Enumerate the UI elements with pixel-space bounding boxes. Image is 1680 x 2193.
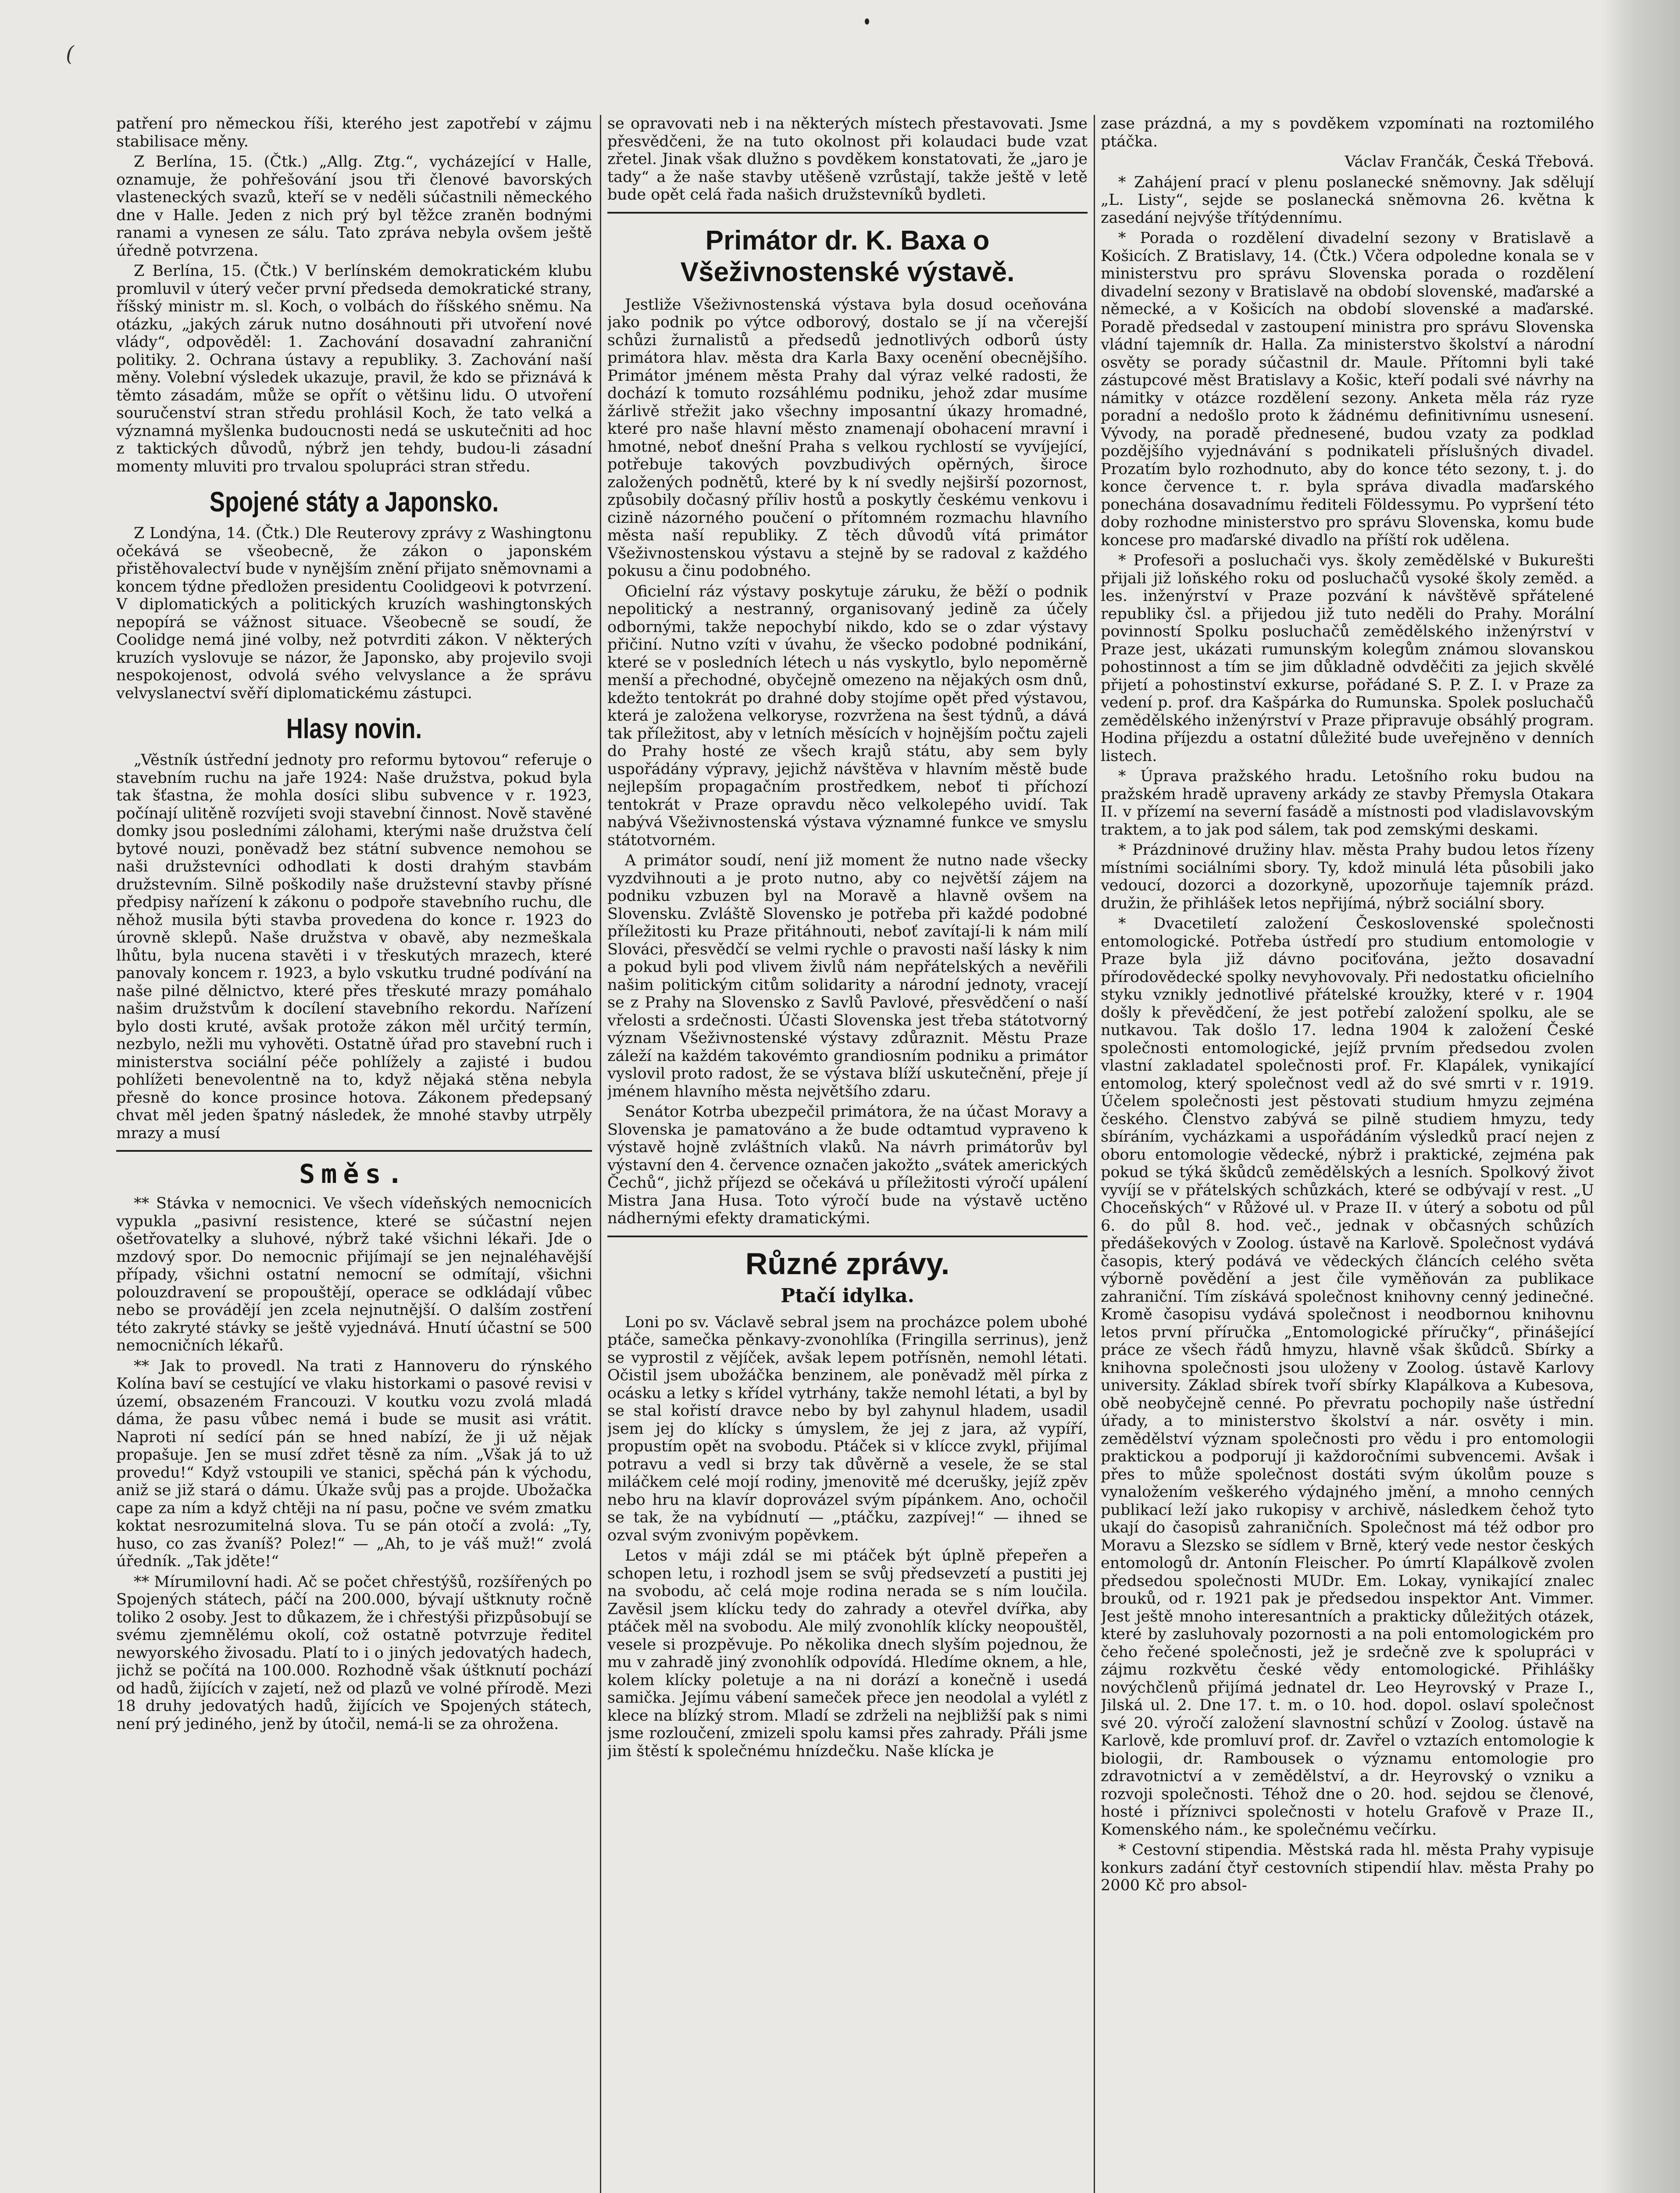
- paragraph: A primátor soudí, není již moment že nutno nade všecky vyzdvihnouti a je proto nutno, aby co největší zájem na podniku vzbuzen byl na Moravě a hlavně ovšem na Slovensku. Zvláště Slovensko je potřeba při každé podobné příležitosti ku Praze přitáhnouti, neboť zavítají-li k nám milí Slováci, přesvědčí se velmi rychle o pravosti naší lásky k nim a pokud byli pod vlivem živlů nám nepřátelských a nevěřili našim politickým citům solidarity a národní jednoty, vracejí se z Prahy na Slovensko z Savlů Pavlové, přesvědčení o naší vřelosti a srdečnosti. Účasti Slovenska jest třeba státotvorný význam Všeživnostenské výstavy zdůraznit. Městu Praze záleží na každém takovémto grandiosním podniku a primátor vyslovil proto radost, že se výstava blíží uskutečnění, přeje jí jménem hlavního města největšího zdaru.: [607, 852, 1088, 1100]
- paragraph: ** Jak to provedl. Na trati z Hannoveru do rýnského Kolína baví se cestující ve vlaku historkami o pasové revisi v území, obsazeném Francouzi. V koutku vozu zvolá mladá dáma, že pasu vůbec nemá i bude se musit asi vrátit. Naproti ní sedící pán se hned nabízí, že ji už nějak propašuje. Jen se musí zdřet těsně za ním. „Však já to už provedu!“ Když vstoupili ve stanici, spěchá pán k východu, aniž se již stará o dámu. Úkaže svůj pas a projde. Ubožačka cape za ním a když chtěji na ní pasu, počne ve svém zmatku koktat nesrozumitelná slova. Tu se pán otočí a zvolá: „Ty, huso, co zas žvaníš? Polez!“ — „Ah, to je váš muž!“ zvolá úředník. „Tak jděte!“: [116, 1357, 592, 1570]
- paragraph: Jestliže Všeživnostenská výstava byla dosud oceňována jako podnik po výtce odborový, dostalo se jí na včerejší schůzi žurnalistů a předsedů jednotlivých odborů ústy primátora hlav. města dra Karla Baxy ocenění obecnějšího. Primátor jménem města Prahy dal výraz velké radosti, že dochází k tomuto rozsáhlému podniku, jehož zdar musíme žárlivě střežit jako všechny imposantní úkazy hromadné, které pro naše hlavní město znamenají obohacení mravní i hmotné, neboť dnešní Praha s velkou rychlostí se vyvíjející, potřebuje takových povzbudivých opěrných, široce založených podnětů, které by k ní svedly nejširší pozornost, způsobily dočasný příliv hostů a poskytly českému venkovu i cizině názorného poučení o přítomném rozmachu hlavního města naší republiky. Z těch důvodů vítá primátor Všeživnostenskou výstavu a stejně by se radoval z každého pokusu a činu podobného.: [607, 296, 1088, 580]
- paragraph: * Profesoři a posluchači vys. školy zemědělské v Bukurešti přijali již loňského roku od posluchačů vysoké školy zeměd. a les. inženýrství v Praze pozvání k návštěvě spřátelené republiky čsl. a přijedou již tuto neděli do Prahy. Morální povinností Spolku posluchačů zemědělského inženýrství v Praze jest, ukázati rumunským kolegům známou slovanskou pohostinnost a tím se jim důkladně odvděčiti za jejich skvělé přijetí a pohostinství exkurse, pořádané S. P. Z. I. v Praze za vedení p. prof. dra Kašpárka do Rumunska. Spolek posluchačů zemědělského inženýrství v Praze připravuje obsáhlý program. Hodina příjezdu a ostatní důležité bude uveřejněno v denních listech.: [1101, 552, 1594, 765]
- column-divider-1: [600, 115, 601, 2193]
- paragraph: * Úprava pražského hradu. Letošního roku budou na pražském hradě upraveny arkády ze stavby Přemysla Otakara II. v přízemí na severní fasádě a místnosti pod vladislavovským traktem, a to jak pod sálem, tak pod zemskými deskami.: [1101, 768, 1594, 839]
- headline-baxa: Primátor dr. K. Baxa o Všeživnostenské výstavě.: [680, 225, 1015, 287]
- paragraph: „Věstník ústřední jednoty pro reformu bytovou“ referuje o stavebním ruchu na jaře 1924: Naše družstva, pokud byla tak šťastna, že mohla dosíci slibu subvence v r. 1923, počínají ulitěně rozvíjeti svoji stavební činnost. Nově stavěné domky jsou posledními zálohami, kterými naše družstva čelí bytové nouzi, poněvadž bez státní subvence nemohou se naši družstevníci odhodlati k dosti drahým stavbám družstevním. Silně poškodily naše družstevní stavby přísné předpisy nařízení k zákonu o podpoře stavebního ruchu, dle něhož musila býti stavba provedena do konce r. 1923 do úrovně sklepů. Naše družstva v obavě, aby nezmeškala lhůtu, byla nucena stavěti i v třeskutých mrazech, které panovaly koncem r. 1923, a bylo vskutku trudné podívání na naše pilné dělnictvo, které přes třeskuté mrazy pomáhalo našim družstvům k docílení stavebního rekordu. Nařízení bylo dosti kruté, avšak protože zákon měl určitý termín, nezbylo, nežli mu vyhověti. Ostatně úřad pro stavební ruch i ministerstva sociální péče pohlížely a zajisté i budou pohlížeti benevolentně na to, když nějaká stěna nebyla přesně do konce prosince hotova. Zákonem předepsaný chvat měl jeden špatný následek, že mnohé stavby utrpěly mrazy a musí: [116, 751, 592, 1142]
- paragraph: Oficielní ráz výstavy poskytuje záruku, že běží o podnik nepolitický a nestranný, organisovaný jedině za účely odbornými, takže nepochybí nikdo, kdo se o zdar výstavy přičiní. Nutno vzíti v úvahu, že všecko podobné podnikání, které se v posledních létech u nás vyskytlo, bylo nepoměrně menší a přechodné, obyčejně omezeno na nějakých osm dnů, kdežto tentokrát po drahné doby stojíme opět před výstavou, která je založena velkoryse, rozvržena na šest týdnů, a dává tak příležitost, aby v letních měsících v hojnějším počtu zajeli do Prahy hosté ze všech krajů státu, aby sem byly uspořádány výpravy, jejichž návštěva v hlavním městě bude nejlepším propagačním prostředkem, neboť ti příchozí tentokrát v Praze opravdu něco velkolepého uvidí. Tak nabývá Všeživnostenská výstava významné funkce ve smyslu státotvorném.: [607, 582, 1088, 849]
- signature: Václav Frančák, Česká Třebová.: [1345, 153, 1594, 171]
- paragraph: Z Berlína, 15. (Čtk.) „Allg. Ztg.“, vycházející v Halle, oznamuje, že pohřešování jsou tři členové bavorských vlasteneckých svazů, kteří se v neděli súčastnili německého dne v Halle. Jeden z nich prý byl těžce zraněn bodnými ranami a vynesen ze sálu. Tato zpráva nebyla ovšem ještě úředně potvrzena.: [116, 153, 592, 260]
- paragraph: Letos v máji zdál se mi ptáček být úplně přepeřen a schopen letu, i rozhodl jsem se svůj předsevzetí a pustiti jej na svobodu, ač celá moje rodina nerada se s ním loučila. Zavěsil jsem klícku tedy do zahrady a otevřel dvířka, aby ptáček měl na svobodu. Ale milý zvonohlík klícky neopouštěl, vesele si prozpěvuje. Po několika dnech slyším pojednou, že mu v zahradě jiný zvonohlík odpovídá. Hledíme oknem, a hle, kolem klícky poletuje a na ni dorází a konečně i usedá samička. Jejímu vábení sameček přece jen neodolal a vylétl z klece na blízký strom. Mladí se zdrželi na nejbližší pak s nimi jsme rozloučení, zmizeli spolu kamsi přes zahrady. Přáli jsme jim štěstí k společnému hnízdečku. Naše klícka je: [607, 1547, 1088, 1760]
- column-3: [1101, 115, 1594, 2193]
- paragraph: Senátor Kotrba ubezpečil primátora, že na účast Moravy a Slovenska je pamatováno a že bude odtamtud vypraveno k výstavě hojně zvláštních vlaků. Na návrh primátorův byl výstavní den 4. července označen jakožto „svátek amerických Čechů“, jichž příjezd se očekává u příležitosti výročí upálení Mistra Jana Husa. Toto výročí bude na výstavě uctěno nádhernými efekty dramatickými.: [607, 1103, 1088, 1227]
- paragraph: * Dvacetiletí založení Československé společnosti entomologické. Potřeba ústředí pro studium entomologie v Praze byla již dávno pociťována, ježto dosavadní přírodovědecké spolky nevyhovovaly. Při nedostatku oficielního styku vznikly jednotlivé přátelské kroužky, které v r. 1904 došly k převědčení, že jest potřebí založení spolku, ale se nutkavou. Tak došlo 17. ledna 1904 k založení České společnosti entomologické, jejíž prvním předsedou zvolen vlastní zakladatel společnosti prof. Fr. Klapálek, vynikající entomolog, který společnost vedl až do své smrti v r. 1919. Účelem společnosti jest pěstovati studium hmyzu zejména českého. Členstvo zabývá se pilně studiem hmyzu, tedy sbíráním, vycházkami a uspořádáním výsledků prací nejen z oboru entomologie vědecké, nýbrž i praktické, zejména pak pokud se týká škůdců zemědělských a lesních. Spolkový život vyvíjí se v přátelských schůzkách, které se odbývají v rest. „U Choceňských“ v Růžové ul. v Praze II. v úterý a sobotu od půl 6. do půl 8. hod. več., jednak v občasných schůzích předášekových v Zoolog. ústavě na Karlově. Společnost vydává časopis, který podává ve vědeckých článcích celého světa výborně povědění a jest čile vyměňován za publikace zahraniční. Tím získává společnost knihovny cenný jedinečné. Kromě časopisu vydává společnost i neodbornou knihovnu letos první příručka „Entomologické příručky“, přinášející práce ze všech řádů hmyzu, hlavně však škůdců. Sbírky a knihovna společnosti jsou uloženy v Zoolog. ústavě Karlovy university. Základ sbírek tvoří sbírky Klapálkova a Kubesova, obě neobyčejně cenné. Po převratu pochopily naše ústřední úřady, a to ministerstvo školství a nár. osvěty i min. zemědělství význam společnosti pro vědu i pro entomologii praktickou a podporují ji každoročními subvencemi. Avšak i přes to může společnost dostáti svým úkolům pouze s vynaložením veškerého výdajného jmění, a mnoho cenných publikací leží jako rukopisy v archivě, následkem čehož tyto ukají do časopisů zahraničních. Společnost má též odbor pro Moravu a Slezsko se sídlem v Brně, který vede nestor českých entomologů dr. Antonín Fleischer. Po úmrtí Klapálkově zvolen předsedou společnosti MUDr. Em. Lokay, vynikající znalec brouků, od r. 1921 pak je předsedou inspektor Ant. Vimmer. Jest ještě mnoho interesantních a prakticky důležitých otázek, které by zasluhovaly pozornosti a na poli entomologickém pro čeho řečené společnosti, jež je srdečně zve k spolupráci v zájmu rozkvětu české vědy entomologické. Přihlášky novýchčlenů přijímá jednatel dr. Leo Heyrovský v Praze I., Jilská ul. 2. Dne 17. t. m. o 10. hod. dopol. oslaví společnost své 20. výročí založení slavnostní schůzí v Zoolog. ústavě na Karlově, kde promluví prof. dr. Zavřel o vztazích entomologie k biologii, dr. Rambousek o významu entomologie pro zdravotnictví a v zemědělství, a dr. Heyrovský o vzniku a rozvoji společnosti. Téhož dne o 20. hod. sejdou se členové, hosté i příznivci společnosti v hotelu Grafově v Praze II., Komenského nám., ke společnému večírku.: [1101, 915, 1594, 1839]
- paragraph: * Porada o rozdělení divadelní sezony v Bratislavě a Košicích. Z Bratislavy, 14. (Čtk.) Včera odpoledne konala se v ministerstvu pro správu Slovenska porada o rozdělení divadelní sezony v Bratislavě na období slovenské, maďarské a německé, a v Košicích na období slovenské a maďarské. Poradě předsedal v zastoupení ministra pro správu Slovenska vládní tajemník dr. Halla. Za ministerstvo školství a národní osvěty se porady súčastnil dr. Maule. Přítomni byli také zástupcové měst Bratislavy a Košic, kteří podali své návrhy na námitky v otázce rozdělení sezony. Anketa měla ráz ryze poradní a nedošlo proto k žádnému definitivnímu usnesení. Vývody, na poradě přednesené, budou vzaty za podklad pozdějšího vyjednávání s podnikateli příslušných divadel. Prozatím bylo rozhodnuto, aby do konce této sezony, t. j. do konce července t. r. byla správa divadla maďarského ponechána dosavadnímu řediteli Földessymu. Po vypršení této doby rozhodne ministerstvo pro správu Slovenska, komu bude koncese pro maďarské divadlo na příští rok udělena.: [1101, 229, 1594, 549]
- column-1: [116, 115, 592, 2193]
- headline-smes: Směs.: [299, 1159, 409, 1189]
- paragraph: * Cestovní stipendia. Městská rada hl. města Prahy vypisuje konkurs zadání čtyř cestovních stipendií hlav. města Prahy po 2000 Kč pro absol-: [1101, 1841, 1594, 1894]
- paragraph: Z Londýna, 14. (Čtk.) Dle Reuterovy zprávy z Washingtonu očekává se všeobecně, že zákon o japonském přistěhovalectví bude v nynějším znění přijato sněmovnami a koncem týdne předložen presidentu Coolidgeovi k potvrzení. V diplomatických a politických kruzích washingtonských nepopírá se vážnost situace. Všeobecně se soudí, že Coolidge nemá jiné volby, než potvrditi zákon. V některých kruzích vyslovuje se názor, že Japonsko, aby projevilo svoji nespokojenost, odvolá svého velvyslance a že správu velvyslanectví svěří diplomatickému zástupci.: [116, 525, 592, 702]
- headline-ruzne-zpravy: Různé zprávy.: [745, 1246, 950, 1281]
- paragraph: * Prázdninové družiny hlav. města Prahy budou letos řízeny místními sociálními sbory. Ty, kdož minulá léta působili jako vedoucí, dozorci a dozorkyně, upozorňuje tajemník prázd. družin, že přihlášek letos nepřijímá, nýbrž sociální sbory.: [1101, 841, 1594, 912]
- paragraph: Loni po sv. Václavě sebral jsem na procházce polem ubohé ptáče, samečka pěnkavy-zvonohlíka (Fringilla serrinus), jenž se vyprostil z vějíček, avšak lepem potřísněn, nemohl létati. Očistil jsem ubožáčka benzinem, ale poněvadž měl pírka z ocásku a letky s křídel vytrhány, takže nemohl létati, a byl by se stal kořistí dravce nebo by byl zahynul hladem, usadil jsem jej do klícky s úmyslem, že jej z jara, až vypíří, propustím opět na svobodu. Ptáček si v klícce zvykl, přijímal potravu a vedl si brzy tak důvěrně a vesele, že se stal miláčkem celé mojí rodiny, jmenovitě mé dcerušky, jejíž zpěv nebo hru na klavír doprovázel svým pípánkem. Ano, ochočil se tak, že na vybídnutí — „ptáčku, zazpívej!“ — ihned se ozval svým zvonivým popěvkem.: [607, 1313, 1088, 1544]
- paragraph: Z Berlína, 15. (Čtk.) V berlínském demokratickém klubu promluvil v úterý večer první předseda demokratické strany, říšský ministr m. sl. Koch, o volbách do říšského sněmu. Na otázku, „jakých záruk nutno dosáhnouti při utvoření nové vlády“, odpověděl: 1. Zachování dosavadní zahraniční politiky. 2. Ochrana ústavy a republiky. 3. Zachování naší měny. Volební výsledek ukazuje, pravil, že kdo se přiznává k těmto zásadám, může se opřít o většinu lidu. O utvoření souručenství stran středu prohlásil Koch, že tato velká a významná myšlenka budoucnosti nedá se uskutečniti ad hoc z taktických důvodů, nýbrž jen tehdy, budou-li zásadní momenty mluviti pro trvalou spolupráci stran středu.: [116, 262, 592, 475]
- paragraph: ** Mírumilovní hadi. Ač se počet chřestýšů, rozšířených po Spojených státech, páčí na 200.000, bývají uštknuty ročně toliko 2 osoby. Jest to důkazem, že i chřestýši přizpůsobují se svému zjemnělému okolí, což ostatně potvrzuje ředitel newyorského živosadu. Platí to i o jiných jedovatých hadech, jichž se počítá na 100.000. Rozhodně však úštknutí pochází od hadů, žijících v zajetí, než od plazů ve volné přírodě. Mezi 18 druhy jedovatých hadů, žijících ve Spojených státech, není prý jediného, jenž by útočil, nemá-li se za ohrožena.: [116, 1573, 592, 1733]
- paragraph: zase prázdná, a my s povděkem vzpomínati na roztomilého ptáčka.: [1101, 115, 1594, 150]
- column-divider-2: [1094, 115, 1095, 2193]
- corner-mark: (: [66, 42, 74, 66]
- speck: [865, 18, 869, 25]
- section-rule: [607, 212, 1088, 214]
- column-2: [607, 115, 1088, 2193]
- paragraph: ** Stávka v nemocnici. Ve všech vídeňských nemocnicích vypukla „pasivní resistence, které se súčastní nejen ošetřovatelky a sluhové, nýbrž také všichni lékaři. Jde o mzdový spor. Do nemocnic přijímají se jen nejnaléhavější případy, všichni ostatní nemocní se odmítají, všichni polouzdravení se propouštějí, operace se odkládají vůbec nebo se provádějí jen zcela nejnutnější. O dalším zostření této zakryté stávky se ještě vyjednává. Hnutí účastní se 500 nemocničních lékařů.: [116, 1195, 592, 1354]
- subheadline-ptaci-idylka: Ptačí idylka.: [781, 1284, 914, 1307]
- paragraph: se opravovati neb i na některých místech přestavovati. Jsme přesvědčeni, že na tuto okolnost při kolaudaci bude vzat zřetel. Jinak však dlužno s povděkem konstatovati, že „jaro je tady“ a že naše stavby utěšeně vzrůstají, takže ještě v letě bude opět celá řada našich družstevníků bydleti.: [607, 115, 1088, 204]
- paragraph: * Zahájení prací v plenu poslanecké sněmovny. Jak sdělují „L. Listy“, sejde se poslanecká sněmovna 26. května k zasedání nejvýše třítýdennímu.: [1101, 173, 1594, 227]
- headline-hlasy-novin: Hlasy novin.: [286, 713, 422, 744]
- paragraph: patření pro německou říši, kterého jest zapotřebí v zájmu stabilisace měny.: [116, 115, 592, 150]
- section-rule: [116, 1150, 592, 1152]
- section-rule: [607, 1236, 1088, 1237]
- headline-japan: Spojené státy a Japonsko.: [209, 486, 499, 518]
- page-edge-shadow: [1601, 0, 1680, 2193]
